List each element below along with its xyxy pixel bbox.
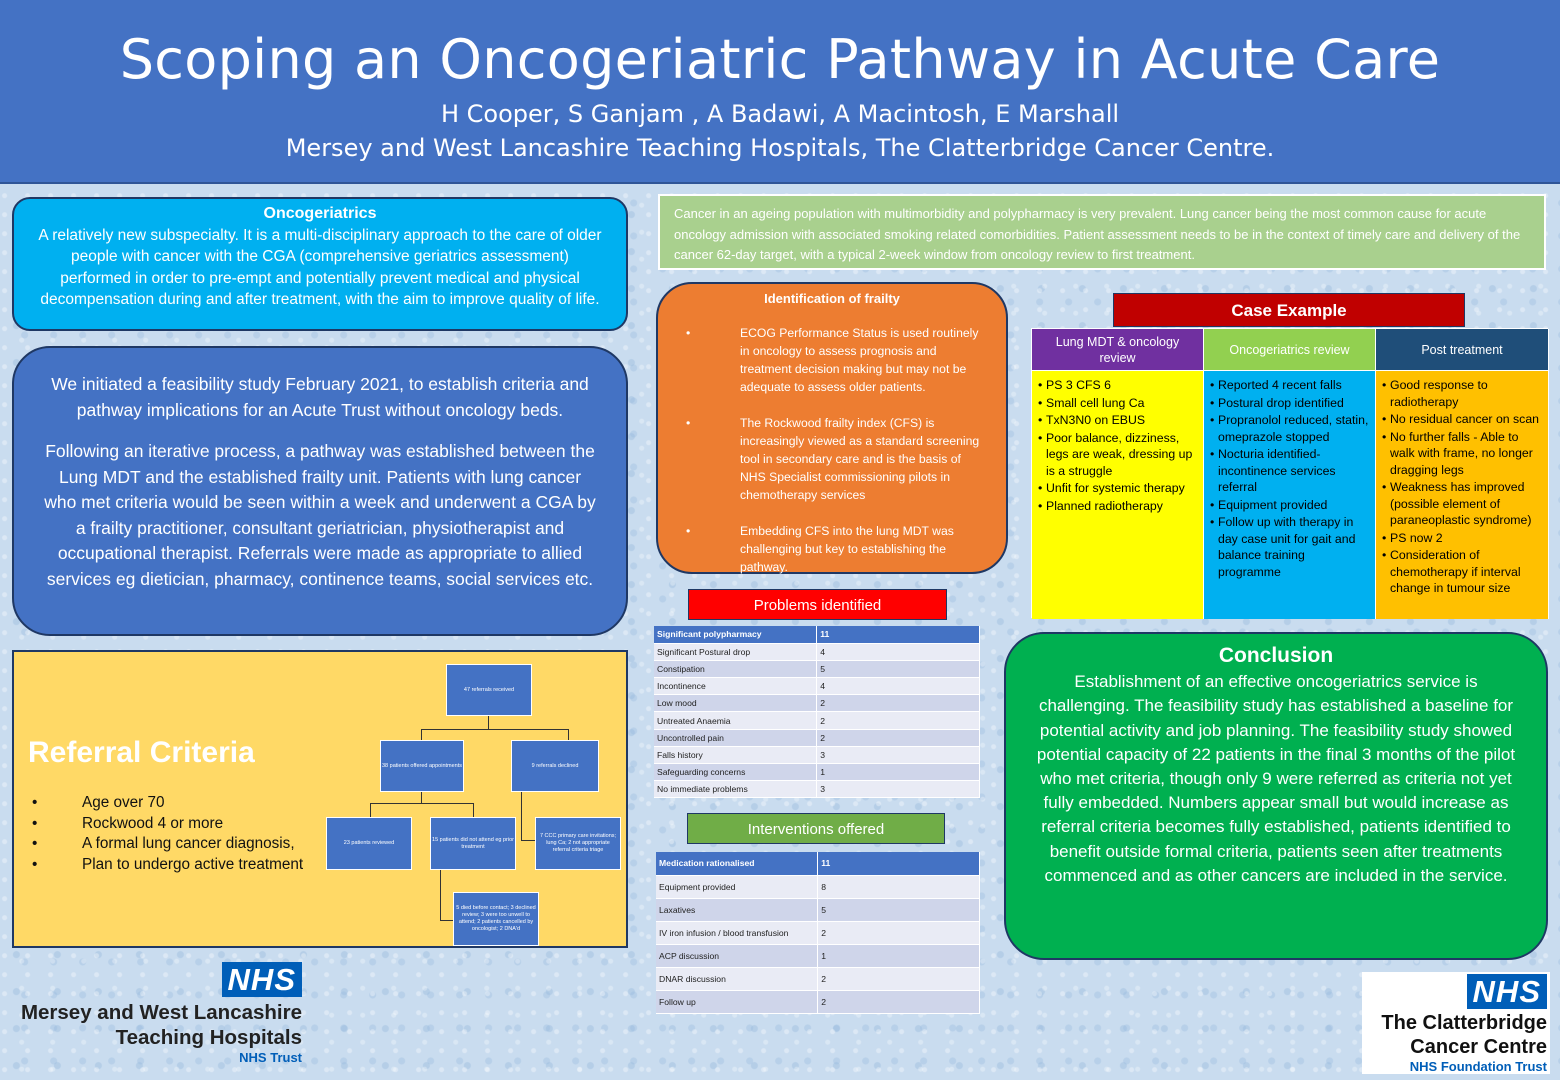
table-row: [656, 898, 980, 921]
study-box: [12, 346, 628, 636]
case-item: • No further falls - Able to walk with frame, no longer dragging legs: [1382, 429, 1544, 479]
table-value-cell: 4: [817, 643, 980, 660]
case-item: • PS 3 CFS 6: [1038, 377, 1199, 394]
flow-node: 38 patients offered appointments: [380, 740, 464, 792]
table-label-cell: ACP discussion: [656, 944, 818, 967]
case-item: • Poor balance, dizziness, legs are weak, dressing up is a struggle: [1038, 430, 1199, 480]
table-value-cell: 11: [817, 626, 980, 643]
table-value-cell: 2: [817, 729, 980, 746]
table-label-cell: Constipation: [654, 660, 817, 677]
case-item: • Unfit for systemic therapy: [1038, 480, 1199, 497]
table-value-cell: 3: [817, 781, 980, 798]
case-item: • PS now 2: [1382, 530, 1544, 547]
table-value-cell: 2: [818, 921, 980, 944]
table-value-cell: 3: [817, 746, 980, 763]
logo-line: Teaching Hospitals: [115, 1026, 302, 1049]
table-value-cell: 5: [818, 898, 980, 921]
case-column-header: Post treatment: [1376, 329, 1549, 371]
case-example-title: Case Example: [1113, 293, 1465, 327]
study-paragraph-1: We initiated a feasibility study February 2021, to establish criteria and pathway implications for an Acute Trust without oncology beds.: [51, 374, 589, 420]
oncogeriatrics-title: Oncogeriatrics: [263, 205, 377, 222]
case-item: • Consideration of chemotherapy if interval change in tumour size: [1382, 547, 1544, 597]
case-column-body: [1032, 371, 1204, 619]
table-label-cell: Safeguarding concerns: [654, 764, 817, 781]
table-label-cell: Untreated Anaemia: [654, 712, 817, 729]
case-item: • Propranolol reduced, statin, omeprazole stopped: [1210, 412, 1371, 445]
interventions-title: Interventions offered: [687, 813, 945, 844]
poster-authors: H Cooper, S Ganjam , A Badawi, A Macintosh, E Marshall: [440, 100, 1120, 128]
table-row: [654, 712, 980, 729]
referral-criterion: • Age over 70: [30, 793, 303, 814]
logo-line: The Clatterbridge: [1381, 1012, 1547, 1034]
table-label-cell: Equipment provided: [656, 875, 818, 898]
table-label-cell: Significant polypharmacy: [654, 626, 817, 643]
conclusion-box: [1004, 632, 1548, 960]
table-value-cell: 2: [817, 712, 980, 729]
context-box: Cancer in an ageing population with multimorbidity and polypharmacy is very prevalent. Lung cancer being the most common cause for acute oncology admission with associated smoking related comorbidities. Patient assessment needs to be in the context of timely care and delivery of the cancer 62-day target, with a typical 2-week window from oncology review to first treatment.: [658, 194, 1546, 270]
study-paragraph-2: Following an iterative process, a pathway was established between the Lung MDT and the established frailty unit. Patients with lung cancer who met criteria would be seen within a week and underwent a CGA by a frailty practitioner, consultant geriatrician, physiotherapist and occupational therapist. Referrals were made as appropriate to allied services eg dietician, pharmacy, continence teams, social services etc.: [44, 441, 596, 589]
table-label-cell: Falls history: [654, 746, 817, 763]
table-value-cell: 2: [817, 695, 980, 712]
table-value-cell: 1: [818, 944, 980, 967]
frailty-title: Identification of frailty: [764, 291, 900, 306]
table-label-cell: Follow up: [656, 990, 818, 1013]
nhs-badge-icon: NHS: [222, 962, 302, 997]
poster-header: [0, 0, 1560, 184]
flow-node: 23 patients reviewed: [326, 817, 412, 870]
case-item: • Follow up with therapy in day case unit for gait and balance training programme: [1210, 514, 1371, 580]
frailty-item: • The Rockwood frailty index (CFS) is increasingly viewed as a standard screening tool in secondary care and is the basis of NHS Specialist commissioning pilots in chemotherapy services: [684, 414, 980, 504]
problems-title: Problems identified: [688, 589, 947, 620]
table-label-cell: Uncontrolled pain: [654, 729, 817, 746]
table-row: [656, 852, 980, 875]
poster-title: Scoping an Oncogeriatric Pathway in Acute Care: [119, 28, 1441, 91]
case-example-table: [1031, 328, 1548, 618]
table-label-cell: Laxatives: [656, 898, 818, 921]
table-label-cell: IV iron infusion / blood transfusion: [656, 921, 818, 944]
table-value-cell: 4: [817, 678, 980, 695]
table-row: [656, 967, 980, 990]
frailty-box: [656, 282, 1008, 574]
referral-criteria-list: [30, 793, 303, 875]
table-row: [654, 626, 980, 643]
table-label-cell: Incontinence: [654, 678, 817, 695]
table-row: [654, 746, 980, 763]
case-item: • No residual cancer on scan: [1382, 411, 1544, 428]
oncogeriatrics-box: [12, 197, 628, 331]
table-row: [654, 781, 980, 798]
mwl-nhs-logo: [0, 962, 310, 1077]
table-value-cell: 11: [818, 852, 980, 875]
case-item: • Planned radiotherapy: [1038, 498, 1199, 515]
table-label-cell: Significant Postural drop: [654, 643, 817, 660]
flow-node: 5 died before contact; 3 declined review; 3 were too unwell to attend; 2 patients cancelled by oncologist; 2 DNA'd: [453, 892, 539, 946]
table-value-cell: 8: [818, 875, 980, 898]
case-column-body: [1204, 371, 1376, 619]
logo-line: NHS Foundation Trust: [1409, 1059, 1547, 1074]
case-column-body: [1376, 371, 1549, 619]
referral-criteria-title: Referral Criteria: [28, 736, 255, 769]
frailty-list: [684, 324, 980, 576]
case-item: • Nocturia identified- incontinence services referral: [1210, 446, 1371, 496]
table-value-cell: 5: [817, 660, 980, 677]
table-label-cell: Low mood: [654, 695, 817, 712]
frailty-item: • ECOG Performance Status is used routinely in oncology to assess prognosis and treatment decision making but may not be adequate to assess older patients.: [684, 324, 980, 396]
table-row: [654, 695, 980, 712]
table-row: [656, 990, 980, 1013]
case-item: • Equipment provided: [1210, 497, 1371, 514]
table-row: [656, 944, 980, 967]
logo-line: Cancer Centre: [1410, 1036, 1547, 1058]
table-row: [654, 678, 980, 695]
table-row: [654, 729, 980, 746]
flow-node: 47 referrals received: [446, 664, 532, 716]
clatterbridge-nhs-logo: [1362, 972, 1550, 1074]
interventions-table: [656, 852, 980, 1014]
problems-table: [654, 626, 980, 798]
table-row: [654, 764, 980, 781]
logo-line: NHS Trust: [239, 1050, 302, 1065]
case-item: • Small cell lung Ca: [1038, 395, 1199, 412]
nhs-badge-icon: NHS: [1467, 974, 1547, 1009]
case-item: • Postural drop identified: [1210, 395, 1371, 412]
case-item: • TxN3N0 on EBUS: [1038, 412, 1199, 429]
poster-institutions: Mersey and West Lancashire Teaching Hospitals, The Clatterbridge Cancer Centre.: [285, 134, 1275, 162]
referral-criterion: • A formal lung cancer diagnosis,: [30, 834, 303, 855]
table-label-cell: Medication rationalised: [656, 852, 818, 875]
table-row: [656, 921, 980, 944]
conclusion-text: Establishment of an effective oncogeriatrics service is challenging. The feasibility study has established a baseline for potential activity and job planning. The feasibility study showed potential capacity of 22 patients in the final 3 months of the pilot who met criteria, though only 9 were referred as criteria not yet fully embedded. Numbers appear small but would increase as referral criteria becomes fully established, patients identified to benefit outside formal criteria, patients seen after treatments commenced and as other cancers are included in the service.: [1036, 672, 1516, 885]
flow-node: 9 referrals declined: [511, 740, 599, 792]
flow-node: 15 patients did not attend eg prior treatment: [430, 817, 516, 870]
table-value-cell: 2: [818, 990, 980, 1013]
table-row: [654, 660, 980, 677]
oncogeriatrics-text: A relatively new subspecialty. It is a multi-disciplinary approach to the care of older people with cancer with the CGA (comprehensive geriatrics assessment) performed in order to pre-empt and potentially prevent medical and physical decompensation during and after treatment, with the aim to improve quality of life.: [38, 226, 602, 308]
case-column-header: Oncogeriatrics review: [1204, 329, 1376, 371]
table-label-cell: No immediate problems: [654, 781, 817, 798]
frailty-item: • Embedding CFS into the lung MDT was challenging but key to establishing the pathway.: [684, 522, 980, 576]
referral-criterion: • Plan to undergo active treatment: [30, 855, 303, 876]
conclusion-title: Conclusion: [1218, 644, 1334, 667]
case-column-header: Lung MDT & oncology review: [1032, 329, 1204, 371]
case-item: • Weakness has improved (possible element of paraneoplastic syndrome): [1382, 479, 1544, 529]
table-value-cell: 2: [818, 967, 980, 990]
table-row: [654, 643, 980, 660]
logo-line: Mersey and West Lancashire: [20, 1001, 302, 1024]
case-item: • Good response to radiotherapy: [1382, 377, 1544, 410]
case-item: • Reported 4 recent falls: [1210, 377, 1371, 394]
table-label-cell: DNAR discussion: [656, 967, 818, 990]
flow-node: 7 CCC primary care invitations; lung Ca; 2 not appropriate referral criteria triage: [535, 817, 621, 870]
table-row: [656, 875, 980, 898]
table-value-cell: 1: [817, 764, 980, 781]
referral-criteria-box: [12, 650, 628, 948]
referral-criterion: • Rockwood 4 or more: [30, 814, 303, 835]
